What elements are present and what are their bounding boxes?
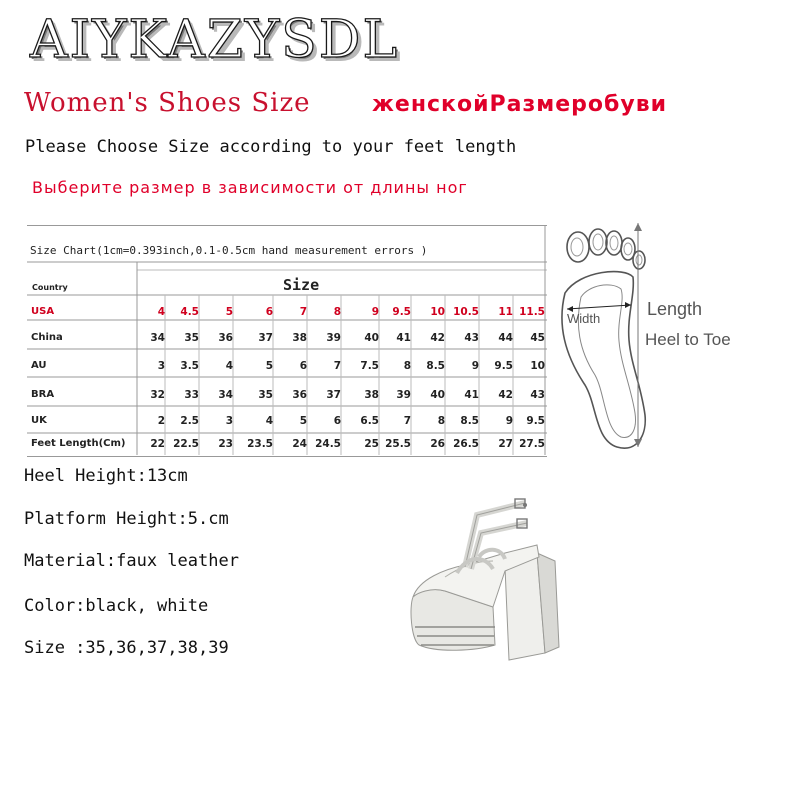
- size-cell: 10: [430, 306, 445, 318]
- size-cell: 10: [530, 360, 545, 372]
- size-cell: 3: [225, 415, 233, 427]
- brand-logo: AIYKAZYSDL: [30, 10, 400, 70]
- foot-length-diagram: [545, 215, 755, 465]
- size-cell: 8: [333, 306, 341, 318]
- size-cell: 44: [498, 332, 513, 344]
- spec-platform-height: Platform Height:5.cm: [24, 509, 229, 529]
- size-cell: 22: [150, 438, 165, 450]
- size-cell: 40: [364, 332, 379, 344]
- size-cell: 42: [430, 332, 445, 344]
- size-cell: 38: [364, 389, 379, 401]
- size-cell: 5: [225, 306, 233, 318]
- size-cell: 22.5: [173, 438, 199, 450]
- instruction-english: Please Choose Size according to your feet length: [25, 137, 517, 157]
- size-chart-caption: Size Chart(1cm=0.393inch,0.1-0.5cm hand measurement errors ): [30, 244, 428, 257]
- size-cell: 34: [150, 332, 165, 344]
- size-cell: 36: [292, 389, 307, 401]
- size-cell: 7: [403, 415, 411, 427]
- country-column-label: Country: [32, 283, 68, 292]
- size-cell: 42: [498, 389, 513, 401]
- size-cell: 40: [430, 389, 445, 401]
- size-cell: 41: [396, 332, 411, 344]
- size-cell: 9: [505, 415, 513, 427]
- size-cell: 26: [430, 438, 445, 450]
- size-cell: 6: [265, 306, 273, 318]
- title-english: Women's Shoes Size: [24, 88, 311, 118]
- size-cell: 38: [292, 332, 307, 344]
- size-cell: 6: [333, 415, 341, 427]
- size-cell: 6: [299, 360, 307, 372]
- size-cell: 41: [464, 389, 479, 401]
- size-cell: 8: [437, 415, 445, 427]
- size-header: Size: [283, 276, 320, 294]
- size-cell: 9.5: [392, 306, 411, 318]
- size-cell: 11.5: [519, 306, 545, 318]
- shoe-photo: [405, 495, 570, 665]
- size-cell: 27.5: [519, 438, 545, 450]
- size-cell: 9: [471, 360, 479, 372]
- size-cell: 37: [258, 332, 273, 344]
- size-cell: 2.5: [180, 415, 199, 427]
- size-row-label: Feet Length(Cm): [31, 438, 126, 449]
- size-row-label: BRA: [31, 389, 55, 400]
- size-cell: 24: [292, 438, 307, 450]
- size-cell: 45: [530, 332, 545, 344]
- size-cell: 3.5: [180, 360, 199, 372]
- size-row-label: USA: [31, 306, 55, 317]
- heel-to-toe-label: Heel to Toe: [645, 330, 731, 349]
- size-cell: 43: [530, 389, 545, 401]
- size-cell: 7.5: [360, 360, 379, 372]
- size-cell: 26.5: [453, 438, 479, 450]
- size-cell: 5: [265, 360, 273, 372]
- size-cell: 9.5: [526, 415, 545, 427]
- size-cell: 27: [498, 438, 513, 450]
- size-cell: 4: [265, 415, 273, 427]
- spec-heel-height: Heel Height:13cm: [24, 466, 188, 486]
- title-russian: женскойРазмеробуви: [372, 92, 668, 117]
- size-cell: 9: [371, 306, 379, 318]
- spec-material: Material:faux leather: [24, 551, 239, 571]
- size-cell: 35: [184, 332, 199, 344]
- size-cell: 3: [157, 360, 165, 372]
- size-cell: 39: [396, 389, 411, 401]
- size-cell: 8.5: [426, 360, 445, 372]
- size-cell: 37: [326, 389, 341, 401]
- size-cell: 7: [299, 306, 307, 318]
- size-cell: 39: [326, 332, 341, 344]
- size-row-label: China: [31, 332, 63, 343]
- length-label: Length: [647, 299, 703, 319]
- size-cell: 2: [157, 415, 165, 427]
- foot-outline-icon: [562, 229, 645, 448]
- instruction-russian: Выберите размер в зависимости от длины ног: [32, 178, 468, 197]
- platform-shoe-icon: [411, 499, 559, 660]
- size-cell: 32: [150, 389, 165, 401]
- size-cell: 23.5: [247, 438, 273, 450]
- spec-color: Color:black, white: [24, 596, 209, 616]
- size-cell: 34: [218, 389, 233, 401]
- size-cell: 33: [184, 389, 199, 401]
- size-cell: 24.5: [315, 438, 341, 450]
- size-cell: 5: [299, 415, 307, 427]
- size-cell: 36: [218, 332, 233, 344]
- size-cell: 4.5: [180, 306, 199, 318]
- size-cell: 10.5: [453, 306, 479, 318]
- size-row-label: UK: [31, 415, 47, 426]
- width-label: Width: [567, 311, 601, 326]
- size-cell: 7: [333, 360, 341, 372]
- size-cell: 6.5: [360, 415, 379, 427]
- size-cell: 8: [403, 360, 411, 372]
- size-cell: 35: [258, 389, 273, 401]
- size-cell: 25: [364, 438, 379, 450]
- size-cell: 43: [464, 332, 479, 344]
- spec-size: Size :35,36,37,38,39: [24, 638, 229, 658]
- size-cell: 9.5: [494, 360, 513, 372]
- size-cell: 25.5: [385, 438, 411, 450]
- size-cell: 11: [498, 306, 513, 318]
- size-cell: 8.5: [460, 415, 479, 427]
- size-cell: 4: [157, 306, 165, 318]
- size-cell: 4: [225, 360, 233, 372]
- size-row-label: AU: [31, 360, 47, 371]
- size-cell: 23: [218, 438, 233, 450]
